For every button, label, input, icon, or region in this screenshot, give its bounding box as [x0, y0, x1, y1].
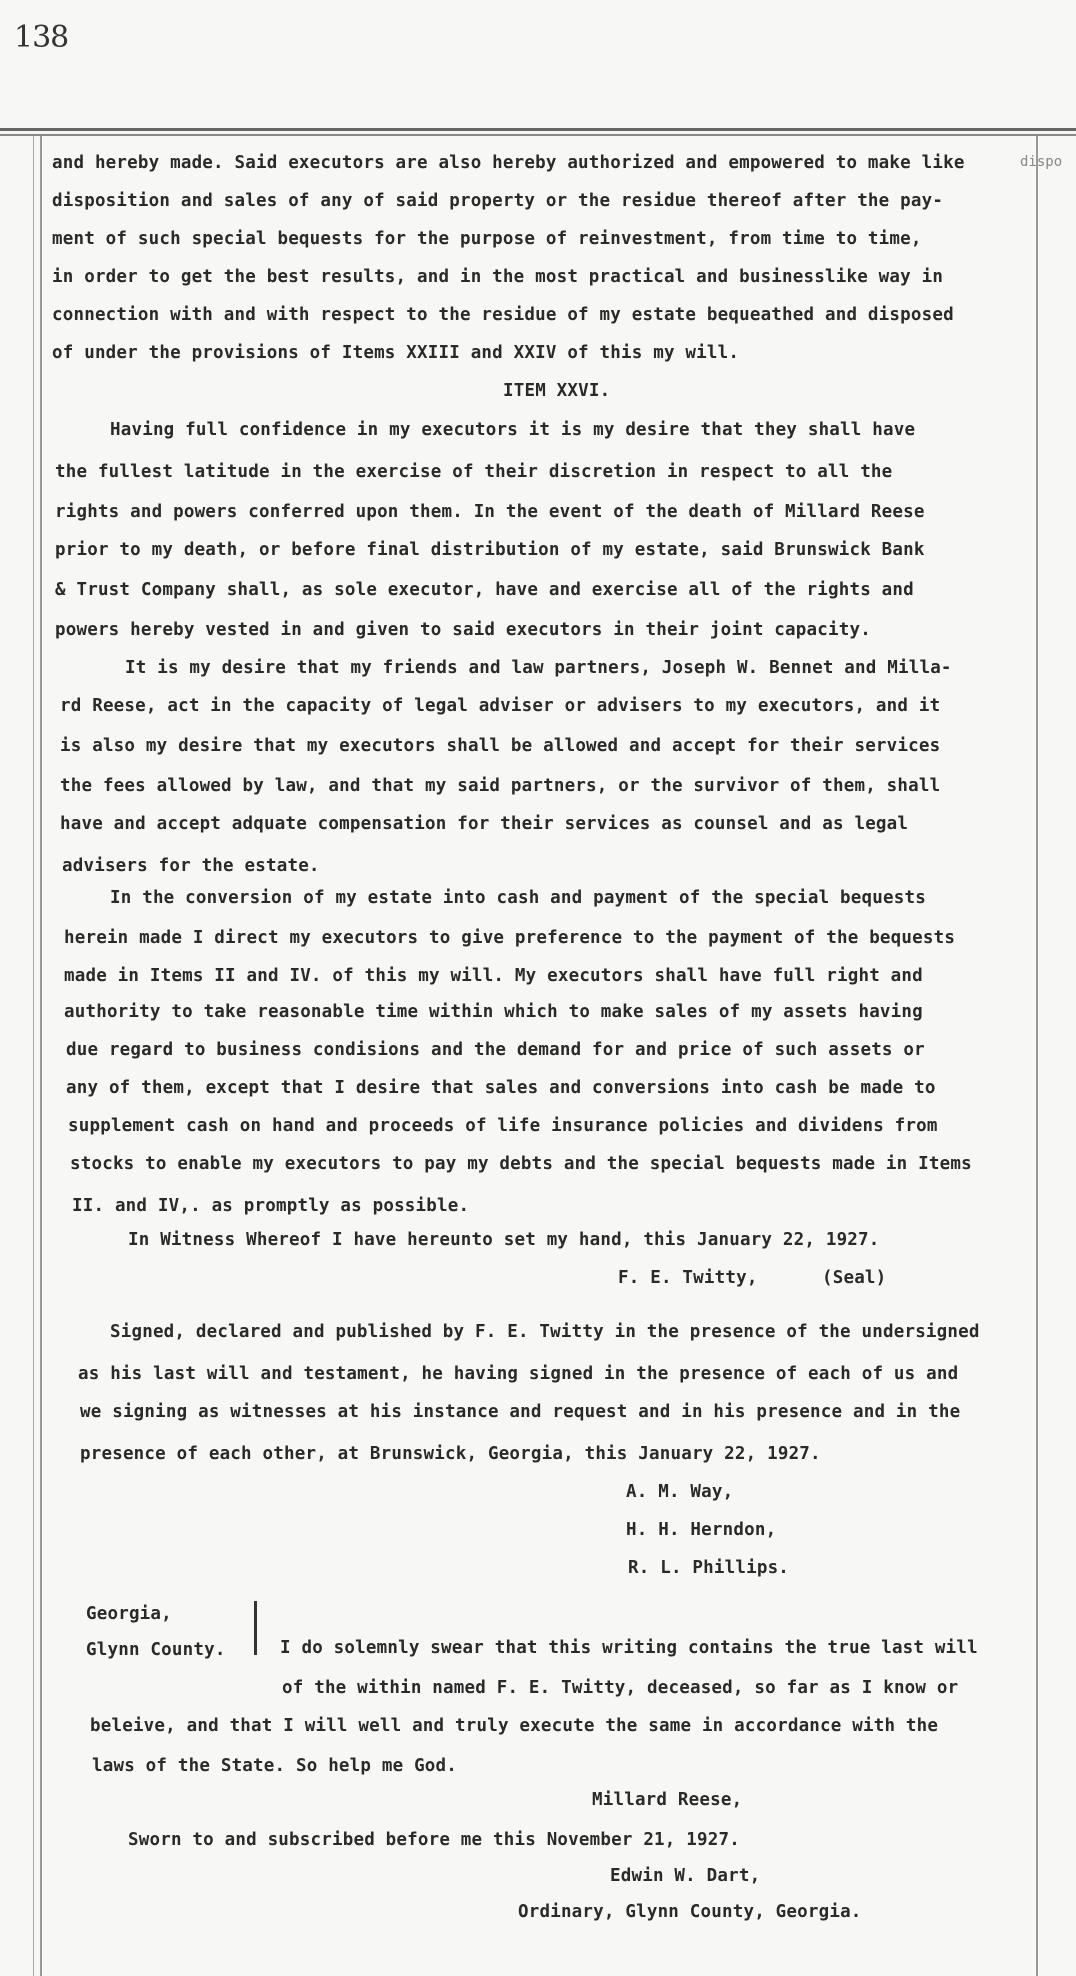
- signature-line: F. E. Twitty, (Seal): [618, 1268, 887, 1288]
- text-line: herein made I direct my executors to give preference to the payment of the bequests: [64, 928, 956, 948]
- text-line: advisers for the estate.: [62, 856, 320, 876]
- ordinary-signature: Edwin W. Dart,: [610, 1866, 761, 1886]
- text-line: Having full confidence in my executors it is my desire that they shall have: [110, 420, 916, 440]
- text-line: and hereby made. Said executors are also hereby authorized and empowered to make like: [52, 153, 965, 173]
- text-line: made in Items II and IV. of this my will. My executors shall have full right and: [64, 966, 923, 986]
- text-line: presence of each other, at Brunswick, Georgia, this January 22, 1927.: [80, 1444, 821, 1464]
- top-rule-secondary: [0, 134, 1076, 136]
- venue-state: Georgia,: [86, 1604, 172, 1624]
- text-line: It is my desire that my friends and law partners, Joseph W. Bennet and Milla-: [125, 658, 952, 678]
- text-line: disposition and sales of any of said property or the residue thereof after the pay-: [52, 191, 944, 211]
- text-line: In Witness Whereof I have hereunto set my hand, this January 22, 1927.: [128, 1230, 880, 1250]
- executor-signature: Millard Reese,: [592, 1790, 743, 1810]
- text-line: ment of such special bequests for the purpose of reinvestment, from time to time,: [52, 229, 922, 249]
- text-line: laws of the State. So help me God.: [92, 1756, 458, 1776]
- text-line: Sworn to and subscribed before me this November 21, 1927.: [128, 1830, 740, 1850]
- witness-name: R. L. Phillips.: [628, 1558, 790, 1578]
- text-line: in order to get the best results, and in the most practical and businesslike way in: [52, 267, 944, 287]
- left-margin-line: [33, 136, 34, 1976]
- venue-county: Glynn County.: [86, 1640, 226, 1660]
- text-line: the fees allowed by law, and that my said partners, or the survivor of them, shall: [60, 776, 941, 796]
- margin-note: dispo: [1020, 154, 1063, 170]
- top-rule: [0, 128, 1076, 131]
- text-line: Signed, declared and published by F. E. Twitty in the presence of the undersigned: [110, 1322, 980, 1342]
- page-number: 138: [14, 20, 69, 55]
- text-line: rd Reese, act in the capacity of legal adviser or advisers to my executors, and it: [60, 696, 941, 716]
- text-line: due regard to business condisions and the demand for and price of such assets or: [66, 1040, 925, 1060]
- venue-bracket: [254, 1601, 257, 1655]
- text-line: we signing as witnesses at his instance and request and in his presence and in the: [80, 1402, 961, 1422]
- text-line: authority to take reasonable time within which to make sales of my assets having: [64, 1002, 923, 1022]
- text-line: any of them, except that I desire that sales and conversions into cash be made to: [66, 1078, 936, 1098]
- text-line: beleive, and that I will well and truly execute the same in accordance with the: [90, 1716, 939, 1736]
- text-line: In the conversion of my estate into cash and payment of the special bequests: [110, 888, 926, 908]
- text-line: is also my desire that my executors shall be allowed and accept for their services: [60, 736, 941, 756]
- text-line: of the within named F. E. Twitty, deceased, so far as I know or: [282, 1678, 959, 1698]
- text-line: & Trust Company shall, as sole executor, have and exercise all of the rights and: [55, 580, 914, 600]
- ordinary-title: Ordinary, Glynn County, Georgia.: [518, 1902, 862, 1922]
- text-line: stocks to enable my executors to pay my debts and the special bequests made in Items: [70, 1154, 972, 1174]
- text-line: powers hereby vested in and given to said executors in their joint capacity.: [55, 620, 871, 640]
- witness-name: H. H. Herndon,: [626, 1520, 777, 1540]
- text-line: prior to my death, or before final distribution of my estate, said Brunswick Bank: [55, 540, 925, 560]
- text-line: of under the provisions of Items XXIII and XXIV of this my will.: [52, 343, 740, 363]
- text-line: rights and powers conferred upon them. In the event of the death of Millard Reese: [55, 502, 925, 522]
- text-line: have and accept adquate compensation for their services as counsel and as legal: [60, 814, 909, 834]
- right-margin-line: [1036, 136, 1038, 1976]
- item-heading: ITEM XXVI.: [503, 381, 611, 401]
- text-line: supplement cash on hand and proceeds of life insurance policies and dividens from: [68, 1116, 938, 1136]
- text-line: the fullest latitude in the exercise of their discretion in respect to all the: [55, 462, 893, 482]
- text-line: as his last will and testament, he having signed in the presence of each of us and: [78, 1364, 959, 1384]
- left-margin-line-inner: [40, 136, 42, 1976]
- text-line: I do solemnly swear that this writing contains the true last will: [280, 1638, 978, 1658]
- witness-name: A. M. Way,: [626, 1482, 734, 1502]
- text-line: II. and IV,. as promptly as possible.: [72, 1196, 470, 1216]
- text-line: connection with and with respect to the residue of my estate bequeathed and disposed: [52, 305, 954, 325]
